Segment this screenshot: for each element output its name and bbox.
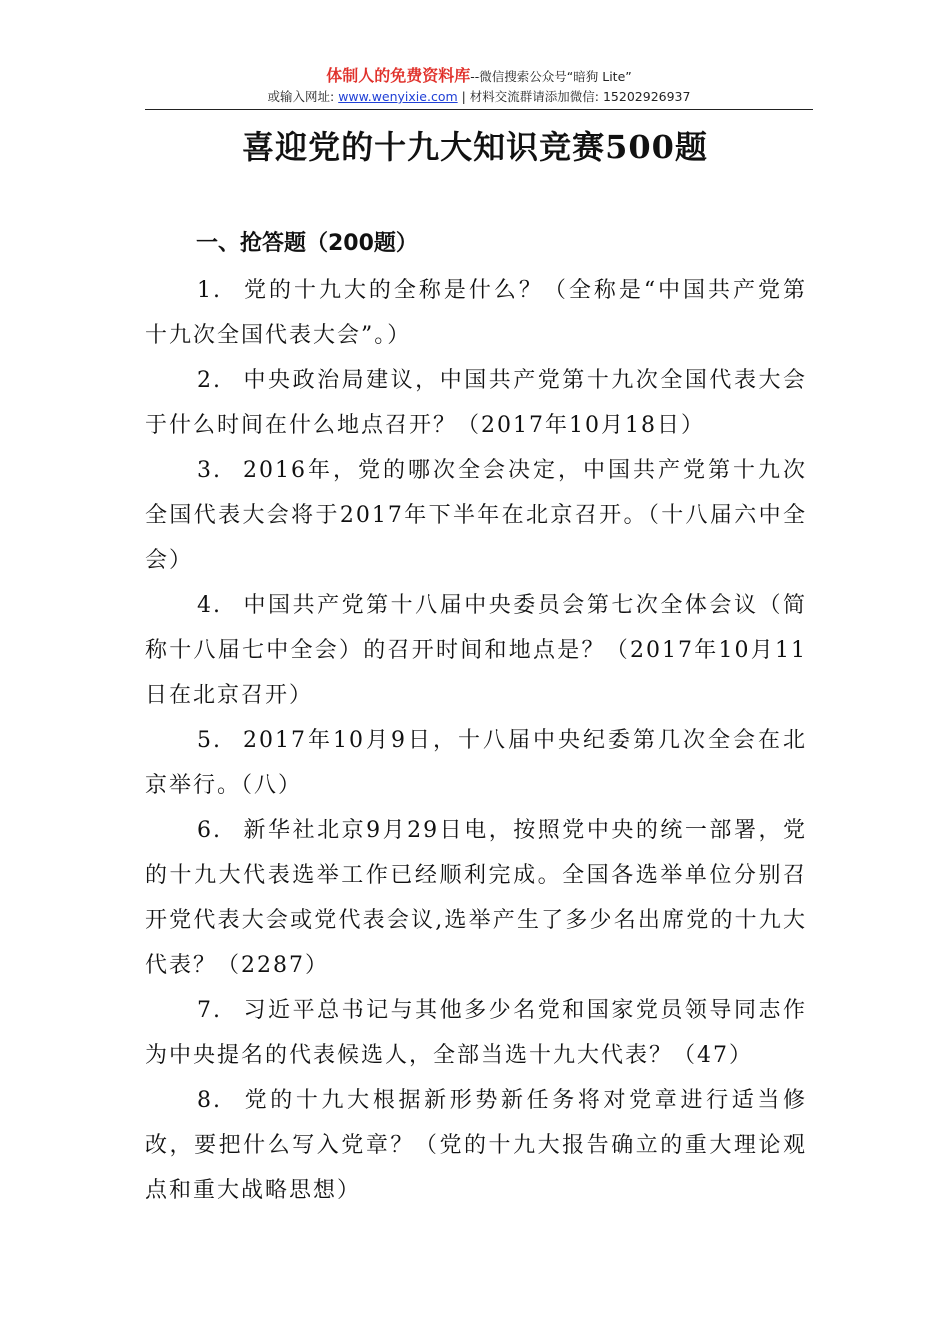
website-link[interactable]: www.wenyixie.com — [338, 89, 458, 104]
question-text: 2016年，党的哪次全会决定，中国共产党第十九次全国代表大会将于2017年下半年在北京召开。（十八届六中全会） — [145, 458, 807, 573]
question-text: 2017年10月9日，十八届中央纪委第几次全会在北京举行。（八） — [145, 728, 807, 798]
question-item — [145, 1078, 807, 1213]
question-number: 5. — [197, 728, 222, 753]
question-item — [145, 718, 807, 808]
page-header — [145, 66, 813, 106]
question-item — [145, 808, 807, 988]
document-title: 喜迎党的十九大知识竞赛500题 — [242, 128, 708, 166]
question-text: 中国共产党第十八届中央委员会第七次全体会议（简称十八届七中全会）的召开时间和地点是？（2017年10月11日在北京召开） — [145, 593, 807, 708]
question-item — [145, 268, 807, 358]
question-number: 1. — [197, 278, 222, 303]
question-text: 新华社北京9月29日电，按照党中央的统一部署，党的十九大代表选举工作已经顺利完成。全国各选举单位分别召开党代表大会或党代表会议,选举产生了多少名出席党的十九大代表？（2287） — [145, 818, 807, 978]
header-line-2 — [145, 88, 813, 106]
question-number: 8. — [197, 1088, 222, 1113]
question-number: 4. — [197, 593, 222, 618]
question-item — [145, 988, 807, 1078]
question-text: 党的十九大根据新形势新任务将对党章进行适当修改，要把什么写入党章？（党的十九大报告确立的重大理论观点和重大战略思想） — [145, 1088, 807, 1203]
question-list — [145, 268, 807, 1213]
question-item — [145, 448, 807, 583]
question-number: 7. — [197, 998, 222, 1023]
question-text: 习近平总书记与其他多少名党和国家党员领导同志作为中央提名的代表候选人，全部当选十九大代表？（47） — [145, 998, 807, 1068]
question-text: 党的十九大的全称是什么？（全称是“中国共产党第十九次全国代表大会”。） — [145, 278, 807, 348]
question-text: 中央政治局建议，中国共产党第十九次全国代表大会于什么时间在什么地点召开？（2017年10月18日） — [145, 368, 807, 438]
section-heading: 一、抢答题（200题） — [196, 231, 418, 256]
header-divider — [145, 109, 813, 110]
contact-info: | 材料交流群请添加微信: 15202926937 — [457, 89, 691, 104]
question-number: 6. — [197, 818, 222, 843]
header-note: --微信搜索公众号“暗狗 Lite” — [470, 69, 632, 84]
question-number: 2. — [197, 368, 222, 393]
question-number: 3. — [197, 458, 222, 483]
question-item — [145, 358, 807, 448]
url-prefix: 或输入网址: — [267, 89, 339, 104]
brand-name: 体制人的免费资料库 — [326, 66, 471, 85]
header-line-1 — [145, 66, 813, 86]
question-item — [145, 583, 807, 718]
